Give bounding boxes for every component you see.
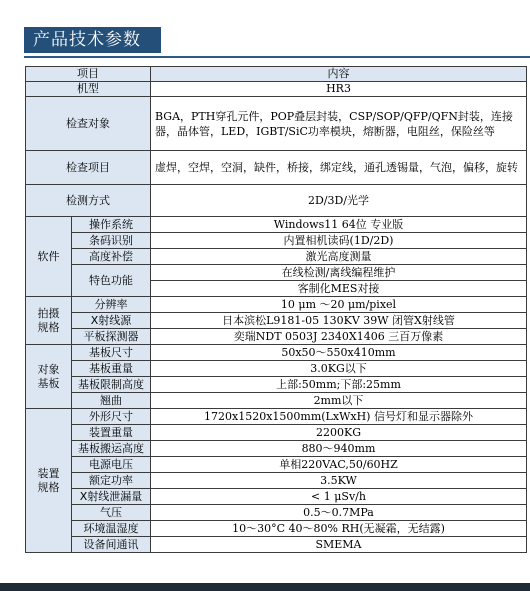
- model-label: 机型: [26, 82, 151, 97]
- object-board-category-line2: 基板: [37, 376, 60, 390]
- board-height-limit-value: 上部:50mm;下部:25mm: [151, 377, 527, 393]
- features-value-1: 在线检测/离线编程维护: [151, 265, 527, 281]
- xray-source-value: 日本滨松L9181-05 130KV 39W 闭管X射线管: [151, 313, 527, 329]
- height-comp-label: 高度补偿: [72, 249, 151, 265]
- table-row: [26, 425, 527, 441]
- table-row: [26, 97, 527, 151]
- dimensions-value: 1720x1520x1500mm(LxWxH) 信号灯和显示器除外: [151, 409, 527, 425]
- barcode-value: 内置相机读码(1D/2D): [151, 233, 527, 249]
- os-value: Windows11 64位 专业版: [151, 217, 527, 233]
- table-row: [26, 345, 527, 361]
- table-row: [26, 457, 527, 473]
- table-row: [26, 233, 527, 249]
- features-value-2: 客制化MES对接: [151, 281, 527, 297]
- comm-value: SMEMA: [151, 537, 527, 553]
- table-row: [26, 409, 527, 425]
- table-row: [26, 329, 527, 345]
- detection-method-value: 2D/3D/光学: [151, 185, 527, 217]
- footer-bar: [0, 583, 530, 591]
- table-row: [26, 521, 527, 537]
- table-row: [26, 361, 527, 377]
- section-title-banner: 产品技术参数: [24, 27, 161, 53]
- board-height-limit-label: 基板限制高度: [72, 377, 151, 393]
- comm-label: 设备间通讯: [72, 537, 151, 553]
- air-pressure-label: 气压: [72, 505, 151, 521]
- table-row: [26, 489, 527, 505]
- imaging-category-line2: 规格: [37, 320, 60, 334]
- xray-source-label: X射线源: [72, 313, 151, 329]
- imaging-category-line1: 拍摄: [37, 306, 60, 320]
- resolution-value: 10 μm ～20 μm/pixel: [151, 297, 527, 313]
- os-label: 操作系统: [72, 217, 151, 233]
- table-row: [26, 82, 527, 97]
- detector-value: 奕瑞NDT 0503J 2340X1406 三百万像素: [151, 329, 527, 345]
- power-value: 单相220VAC,50/60HZ: [151, 457, 527, 473]
- conveyor-height-value: 880～940mm: [151, 441, 527, 457]
- detector-label: 平板探测器: [72, 329, 151, 345]
- table-row: [26, 151, 527, 185]
- leakage-label: X射线泄漏量: [72, 489, 151, 505]
- board-weight-label: 基板重量: [72, 361, 151, 377]
- table-row: [26, 185, 527, 217]
- model-value: HR3: [151, 82, 527, 97]
- title-underline: [24, 56, 530, 58]
- equipment-category-line2: 规格: [37, 480, 60, 494]
- software-category: 软件: [26, 217, 72, 297]
- warp-label: 翘曲: [72, 393, 151, 409]
- inspection-items-value: 虚焊，空焊，空洞，缺件，桥接，绑定线，通孔透锡量，气泡，偏移，旋转: [151, 151, 527, 185]
- table-row: [26, 297, 527, 313]
- dimensions-label: 外形尺寸: [72, 409, 151, 425]
- table-row: [26, 537, 527, 553]
- object-board-category: [26, 345, 72, 409]
- environment-label: 环境温湿度: [72, 521, 151, 537]
- power-label: 电源电压: [72, 457, 151, 473]
- table-row: [26, 249, 527, 265]
- table-header-row: [26, 67, 527, 82]
- barcode-label: 条码识别: [72, 233, 151, 249]
- equipment-category-line1: 装置: [37, 466, 60, 480]
- table-row: [26, 313, 527, 329]
- table-row: [26, 217, 527, 233]
- environment-value: 10～30°C 40～80% RH(无凝霜，无结露): [151, 521, 527, 537]
- equipment-category: [26, 409, 72, 553]
- imaging-category: [26, 297, 72, 345]
- table-row: [26, 377, 527, 393]
- table-row: [26, 393, 527, 409]
- height-comp-value: 激光高度测量: [151, 249, 527, 265]
- table-row: [26, 441, 527, 457]
- inspection-items-label: 检查项目: [26, 151, 151, 185]
- table-row: [26, 505, 527, 521]
- conveyor-height-label: 基板搬运高度: [72, 441, 151, 457]
- rated-power-label: 额定功率: [72, 473, 151, 489]
- table-row: [26, 265, 527, 281]
- inspection-objects-label: 检查对象: [26, 97, 151, 151]
- board-size-label: 基板尺寸: [72, 345, 151, 361]
- rated-power-value: 3.5KW: [151, 473, 527, 489]
- leakage-value: < 1 μSv/h: [151, 489, 527, 505]
- warp-value: 2mm以下: [151, 393, 527, 409]
- header-item: 项目: [26, 67, 151, 82]
- features-label: 特色功能: [72, 265, 151, 297]
- board-weight-value: 3.0KG以下: [151, 361, 527, 377]
- air-pressure-value: 0.5～0.7MPa: [151, 505, 527, 521]
- header-content: 内容: [151, 67, 527, 82]
- equipment-weight-label: 装置重量: [72, 425, 151, 441]
- equipment-weight-value: 2200KG: [151, 425, 527, 441]
- board-size-value: 50x50～550x410mm: [151, 345, 527, 361]
- inspection-objects-value: BGA，PTH穿孔元件，POP叠层封装，CSP/SOP/QFP/QFN封装，连接器，晶体管，LED，IGBT/SiC功率模块，熔断器，电阻丝，保险丝等: [151, 97, 527, 151]
- spec-table: [25, 66, 527, 553]
- table-row: [26, 473, 527, 489]
- resolution-label: 分辨率: [72, 297, 151, 313]
- object-board-category-line1: 对象: [37, 362, 60, 376]
- detection-method-label: 检测方式: [26, 185, 151, 217]
